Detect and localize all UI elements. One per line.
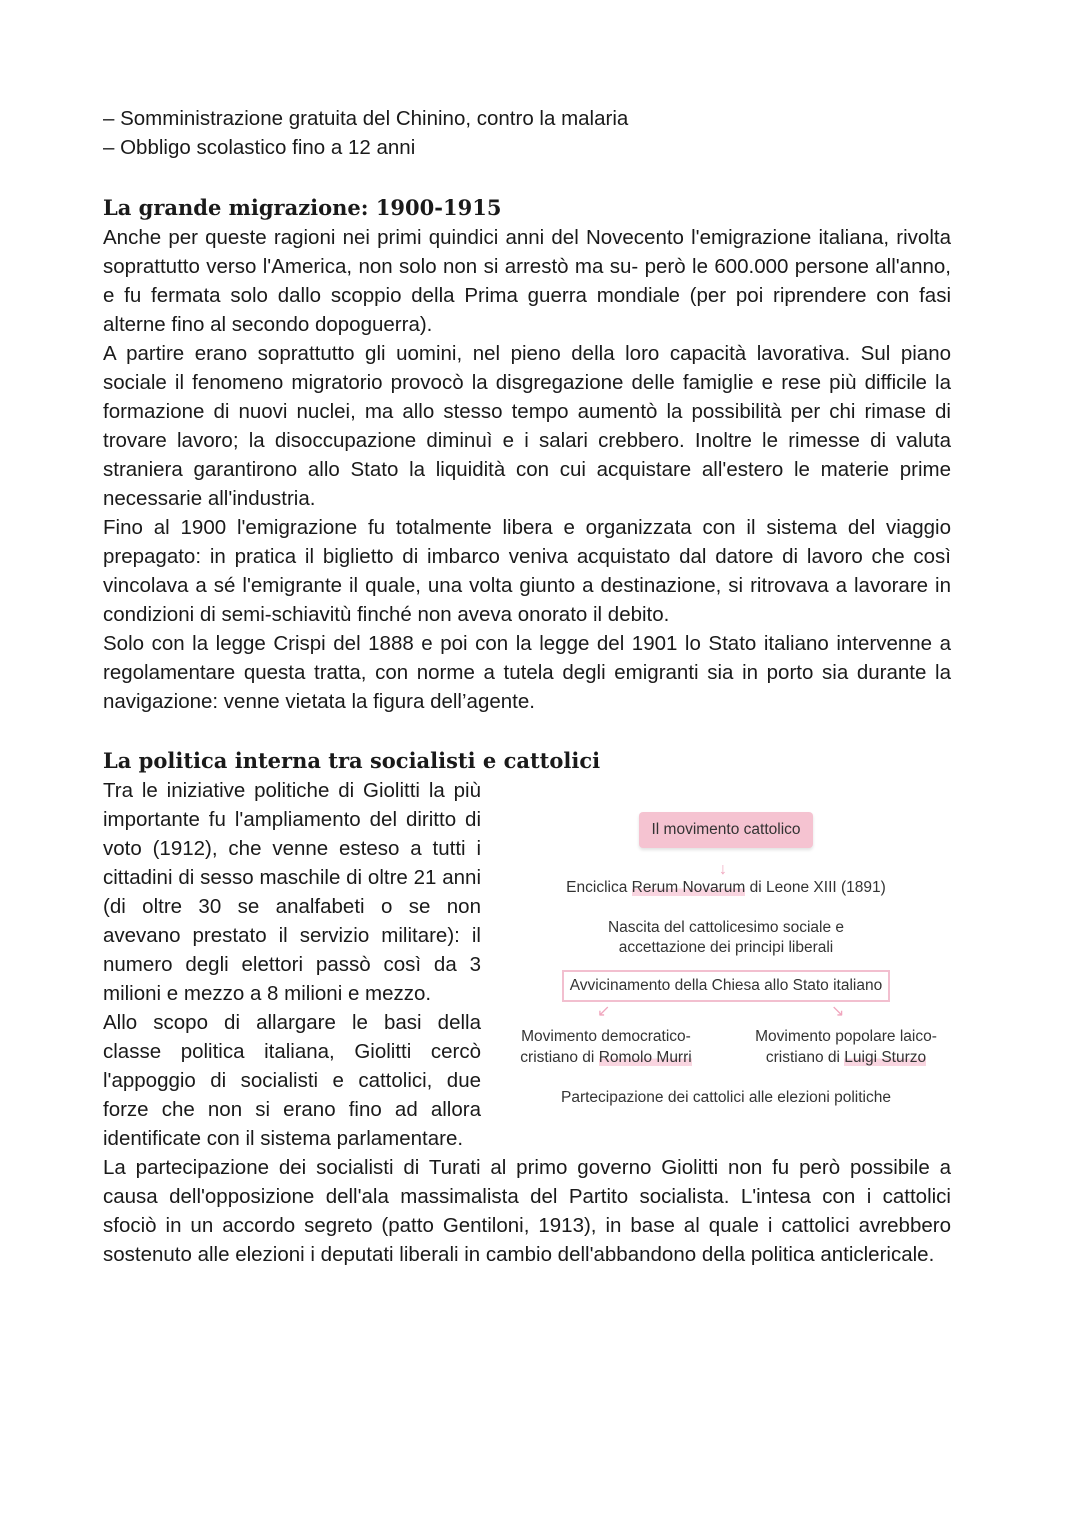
paragraph: Solo con la legge Crispi del 1888 e poi con la legge del 1901 lo Stato italiano intervenne a regolamentare questa tratta, con norme a tutela degli emigranti sia in porto sia durante la navigazione: venne vietata la figura dell’agente. xyxy=(103,632,951,713)
text: Movimento democratico- xyxy=(521,1028,691,1045)
catholic-movement-diagram xyxy=(501,786,951,1146)
arrow-down-left-icon: ↙ xyxy=(597,1003,611,1020)
section-heading-migration: La grande migrazione: 1900-1915 xyxy=(103,195,502,220)
document-page xyxy=(103,104,951,1269)
text: Movimento popolare laico- xyxy=(755,1028,937,1045)
paragraph: Tra le iniziative politiche di Giolitti la più importante fu l'ampliamento del diritto di voto (1912), che venne esteso a tutti i cittadini di sesso maschile di oltre 21 anni (di oltre 30 se analfabeti o se non avevano prestato il servizio militare): il numero degli elettori passò così da 3 milioni e mezzo a 8 milioni e mezzo. xyxy=(103,779,481,1005)
diagram-nascita xyxy=(501,918,951,958)
text: cristiano di xyxy=(765,1049,845,1066)
bullet-list xyxy=(103,104,951,162)
text: di Leone XIII (1891) xyxy=(745,879,886,896)
highlight-romolo-murri: Romolo Murri xyxy=(598,1049,692,1066)
paragraph: Anche per queste ragioni nei primi quindici anni del Novecento l'emigrazione italiana, rivolta soprattutto verso l'America, non solo non si arrestò ma su- però le 600.000 persone all'anno, e fu fermata solo dallo scoppio della Prima guerra mondiale (per poi riprendere con fasi alterne fino al secondo dopoguerra). xyxy=(103,226,951,336)
arrow-down-right-icon: ↘ xyxy=(831,1003,845,1020)
diagram-partecipazione: Partecipazione dei cattolici alle elezioni politiche xyxy=(561,1089,891,1106)
highlight-luigi-sturzo: Luigi Sturzo xyxy=(844,1049,927,1066)
text: cristiano di xyxy=(520,1049,599,1066)
paragraph: Allo scopo di allargare le basi della classe politica italiana, Giolitti cercò l'appoggio di socialisti e cattolici, due forze che non si erano fino ad allora identificate con il sistema parlamentare. xyxy=(103,1011,481,1150)
paragraph: A partire erano soprattutto gli uomini, nel pieno della loro capacità lavorativa. Sul piano sociale il fenomeno migratorio provocò la disgregazione delle famiglie e rese più difficile la formazione di nuovi nuclei, ma allo stesso tempo aumentò la possibilità per chi rimase di trovare lavoro; la disoccupazione diminuì e i salari crebbero. Inoltre le rimesse di valuta straniera garantirono allo Stato la liquidità con cui acquistare all'estero le materie prime necessarie all'industria. xyxy=(103,342,951,510)
section-heading-politics: La politica interna tra socialisti e cattolici xyxy=(103,748,601,773)
text: Enciclica xyxy=(566,879,632,896)
diagram-murri xyxy=(501,1026,711,1068)
highlight-rerum-novarum: Rerum Novarum xyxy=(631,879,746,896)
diagram-avvicinamento-box: Avvicinamento della Chiesa allo Stato italiano xyxy=(562,970,890,1002)
arrow-down-icon: ↓ xyxy=(719,861,727,878)
list-item: – Somministrazione gratuita del Chinino, contro la malaria xyxy=(103,107,629,130)
diagram-enciclica xyxy=(501,878,951,898)
diagram-sturzo xyxy=(741,1026,951,1068)
text: Nascita del cattolicesimo sociale e xyxy=(607,919,845,936)
text: accettazione dei principi liberali xyxy=(618,939,834,956)
list-item: – Obbligo scolastico fino a 12 anni xyxy=(103,136,416,159)
paragraph: Fino al 1900 l'emigrazione fu totalmente libera e organizzata con il sistema del viaggio prepagato: in pratica il biglietto di imbarco veniva acquistato dal datore di lavoro che così vincolava a sé l'emigrante il quale, una volta giunto a destinazione, si ritrovava a lavorare in condizioni di semi-schiavitù finché non aveva onorato il debito. xyxy=(103,516,951,626)
paragraph: La partecipazione dei socialisti di Turati al primo governo Giolitti non fu però possibile a causa dell'opposizione dell'ala massimalista del Partito socialista. L'intesa con i cattolici sfociò in un accordo segreto (patto Gentiloni, 1913), in base al quale i cattolici avrebbero sostenuto alle elezioni i deputati liberali in cambio dell'abbandono della politica anticlericale. xyxy=(103,1156,951,1266)
diagram-title-box: Il movimento cattolico xyxy=(639,812,812,848)
